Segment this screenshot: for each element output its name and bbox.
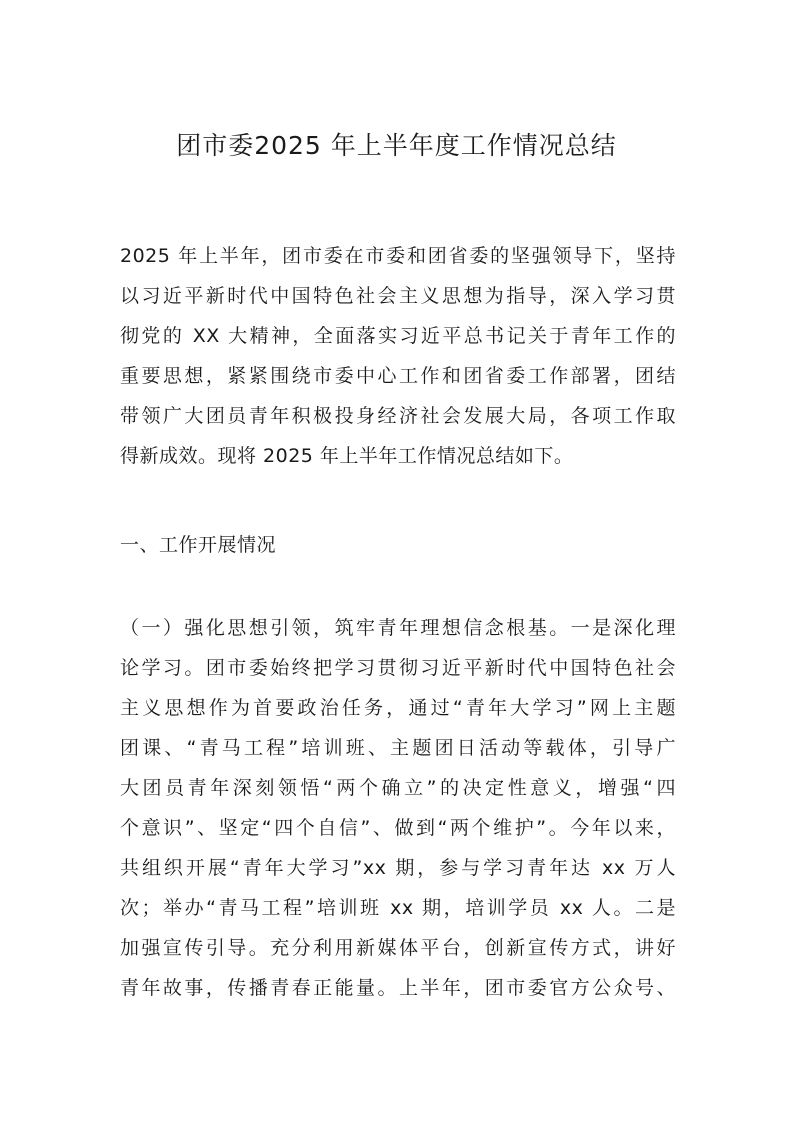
section-heading: 一、工作开展情况 xyxy=(120,534,277,556)
section-line: 加强宣传引导。充分利用新媒体平台，创新宣传方式，讲好 xyxy=(120,937,676,959)
section-line: 次；举办“青马工程”培训班 xx 期，培训学员 xx 人。二是 xyxy=(120,897,676,919)
intro-line: 以习近平新时代中国特色社会主义思想为指导，深入学习贯 xyxy=(120,285,676,307)
section-line: 个意识”、坚定“四个自信”、做到“两个维护”。今年以来， xyxy=(120,817,676,839)
section-line: 青年故事，传播青春正能量。上半年，团市委官方公众号、 xyxy=(120,977,676,999)
section-line: （一）强化思想引领，筑牢青年理想信念根基。一是深化理 xyxy=(120,617,676,639)
document-title: 团市委2025 年上半年度工作情况总结 xyxy=(176,131,617,160)
intro-line: 重要思想，紧紧围绕市委中心工作和团省委工作部署，团结 xyxy=(120,365,676,387)
section-line: 团课、“青马工程”培训班、主题团日活动等载体，引导广 xyxy=(120,737,676,759)
intro-line: 带领广大团员青年积极投身经济社会发展大局，各项工作取 xyxy=(120,405,676,427)
intro-paragraph xyxy=(120,236,676,476)
intro-line: 2025 年上半年，团市委在市委和团省委的坚强领导下，坚持 xyxy=(120,245,676,267)
intro-line: 彻党的 XX 大精神，全面落实习近平总书记关于青年工作的 xyxy=(120,325,676,347)
section-line: 论学习。团市委始终把学习贯彻习近平新时代中国特色社会 xyxy=(120,657,676,679)
intro-line: 得新成效。现将 2025 年上半年工作情况总结如下。 xyxy=(120,445,574,467)
section-line: 主义思想作为首要政治任务，通过“青年大学习”网上主题 xyxy=(120,697,676,719)
section-line: 共组织开展“青年大学习”xx 期，参与学习青年达 xx 万人 xyxy=(120,857,676,879)
section-1-paragraph xyxy=(120,608,676,1008)
section-line: 大团员青年深刻领悟“两个确立”的决定性意义，增强“四 xyxy=(120,777,676,799)
